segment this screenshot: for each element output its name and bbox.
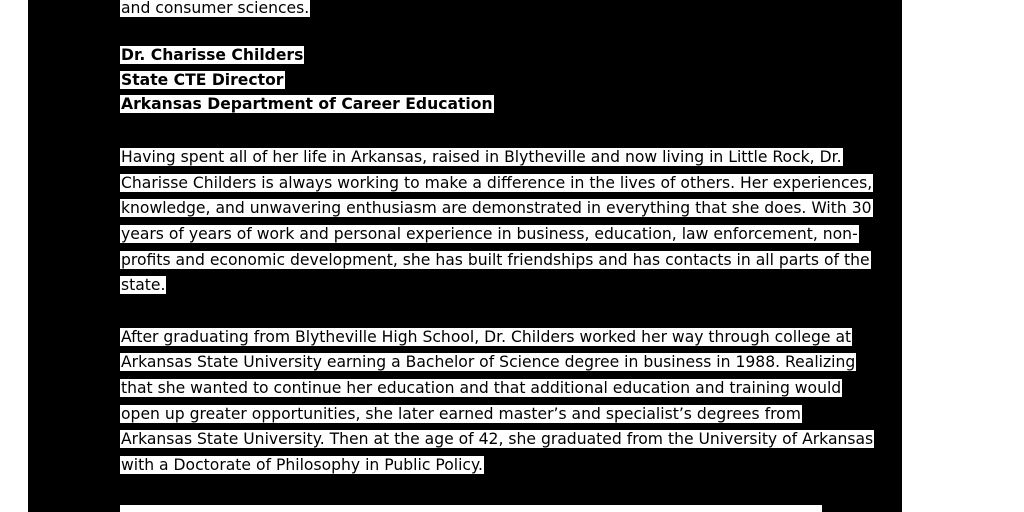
profile-role-line (120, 68, 285, 92)
profile-organization-line (120, 92, 494, 116)
profile-name: Dr. Charisse Childers (121, 46, 304, 64)
paragraph-line: Having spent all of her life in Arkansas, raised in Blytheville and now living in Little Rock, Dr. (121, 148, 842, 166)
profile-organization: Arkansas Department of Career Education (121, 95, 493, 113)
paragraph-line: knowledge, and unwavering enthusiasm are demonstrated in everything that she does. With 30 (121, 199, 872, 217)
profile-role: State CTE Director (121, 71, 284, 89)
paragraph-line: Arkansas State University earning a Bachelor of Science degree in business in 1988. Realizing (121, 353, 856, 371)
profile-name-line (120, 43, 304, 67)
paragraph-line: that she wanted to continue her education and that additional education and training would (121, 379, 842, 397)
paragraph-line: Charisse Childers is always working to make a difference in the lives of others. Her experiences, (121, 174, 873, 192)
next-line-highlight-partial (120, 505, 822, 512)
paragraph-line: with a Doctorate of Philosophy in Public Policy. (121, 456, 483, 474)
intro-tail-line (120, 0, 310, 20)
paragraph-line: After graduating from Blytheville High School, Dr. Childers worked her way through college at (121, 328, 852, 346)
paragraph-line: profits and economic development, she has built friendships and has contacts in all parts of the (121, 251, 870, 269)
paragraph-line: years of years of work and personal experience in business, education, law enforcement, non- (121, 225, 858, 243)
document-page (28, 0, 902, 512)
intro-tail-text: and consumer sciences. (121, 0, 310, 17)
paragraph-line: state. (121, 276, 166, 294)
paragraph-line: Arkansas State University. Then at the age of 42, she graduated from the University of Arkansas (121, 430, 874, 448)
paragraph-line: open up greater opportunities, she later earned master’s and specialist’s degrees from (121, 405, 801, 423)
